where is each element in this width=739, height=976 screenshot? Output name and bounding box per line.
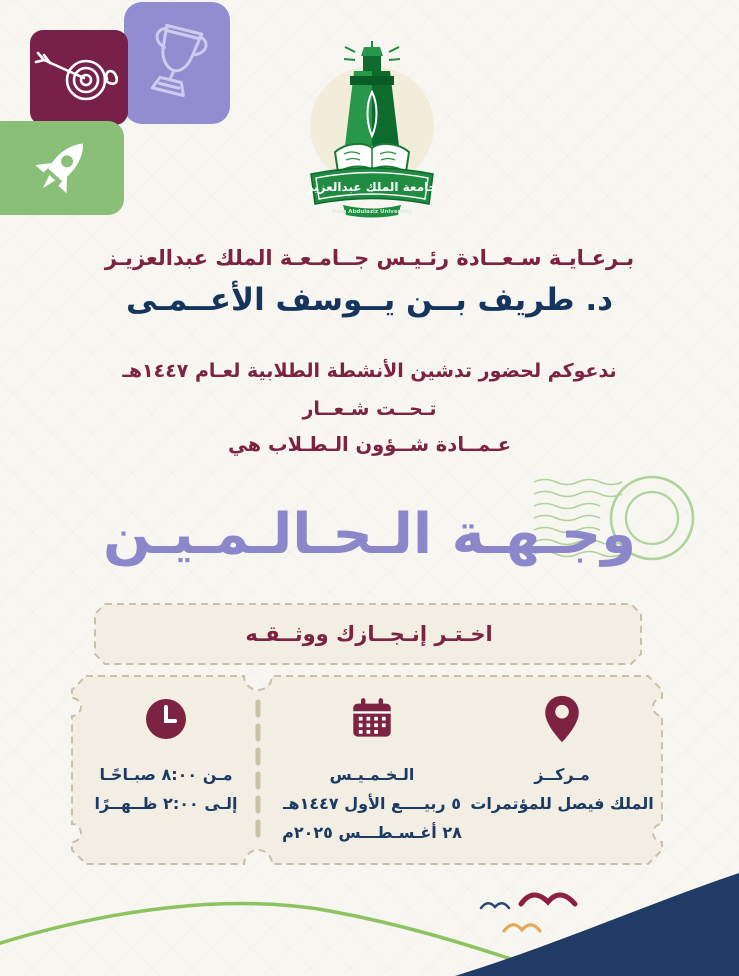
decor-square-rocket	[0, 121, 124, 215]
deanship-line: عـمــادة شــؤون الـطـلاب هي	[227, 433, 512, 456]
clock-icon	[144, 692, 188, 746]
ticket-venue-card	[462, 692, 662, 818]
date-day: الـخـمـيـس	[329, 765, 415, 784]
venue-line2: الملك فيصل للمؤتمرات	[470, 794, 654, 813]
ticket-time-card	[80, 692, 252, 818]
logo-university-name-ar: جامعة الملك عبدالعزيز	[306, 180, 438, 194]
university-logo-icon	[297, 34, 447, 218]
decor-square-target	[30, 30, 128, 125]
time-to: إلـى ٢:٠٠ ظــهــرًا	[94, 794, 238, 813]
decor-square-trophy	[124, 2, 230, 124]
slogan-title: وجـهـة الـحـالـمـيـن	[102, 502, 636, 567]
location-pin-icon	[541, 692, 583, 746]
navy-wave	[455, 873, 739, 976]
calendar-icon	[350, 692, 394, 746]
logo-university-name-en: King Abdulaziz University	[332, 209, 412, 215]
trophy-icon	[136, 17, 218, 109]
bottom-waves	[0, 851, 739, 976]
patron-name: د. طريف بــن يــوسف الأعــمـى	[125, 282, 614, 318]
invite-line: ندعوكم لحضور تدشين الأنشطة الطلابية لعـام ١٤٤٧هـ	[122, 360, 617, 382]
under-slogan-line: تـحــت شـعــار	[302, 398, 437, 420]
banner-label: اخـتـر إنـجــازك ووثــقـه	[245, 622, 493, 646]
dart-target-icon	[34, 38, 124, 118]
date-hijri: ٥ ربيــــع الأول ١٤٤٧هـ	[283, 794, 461, 813]
patronage-line: بـرعـايـة سـعــادة رئـيـس جــامـعـة الملك عبدالعزيـز	[104, 246, 635, 270]
ticket-date-card	[272, 692, 472, 847]
rocket-icon	[22, 131, 100, 205]
birds-icon	[481, 895, 575, 931]
date-gregorian: ٢٨ أغـسـطـــس ٢٠٢٥م	[282, 823, 462, 842]
time-from: مـن ٨:٠٠ صبـاحًـا	[99, 765, 233, 784]
venue-line1: مـركــز	[534, 765, 590, 784]
green-wave-line	[0, 904, 547, 972]
university-logo	[297, 34, 447, 218]
